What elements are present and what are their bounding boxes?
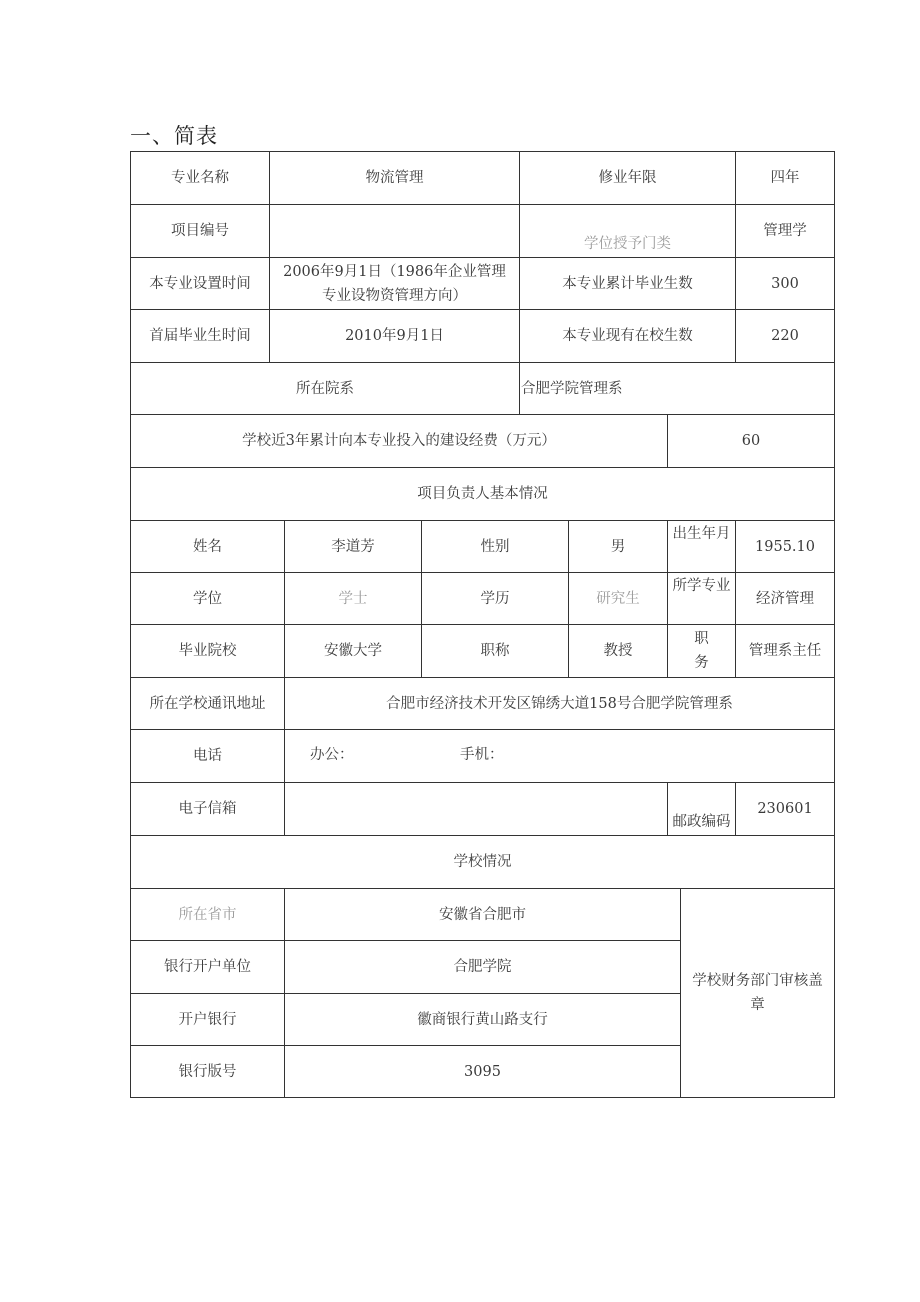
gender-value: 男 <box>568 520 668 573</box>
first-graduation-value: 2010年9月1日 <box>269 309 520 363</box>
investment-value: 60 <box>667 414 835 468</box>
graduate-school-label: 毕业院校 <box>130 624 285 678</box>
position-label-char1: 职 <box>694 631 709 647</box>
gender-label: 性别 <box>421 520 569 573</box>
current-students-value: 220 <box>735 309 835 363</box>
current-students-label: 本专业现有在校生数 <box>519 309 736 363</box>
province-value: 安徽省合肥市 <box>284 888 681 941</box>
postcode-value: 230601 <box>735 782 835 836</box>
postcode-label: 邮政编码 <box>667 782 736 836</box>
account-label: 银行版号 <box>130 1045 285 1098</box>
finance-seal-line2: 章 <box>750 997 765 1013</box>
position-value: 管理系主任 <box>735 624 835 678</box>
account-value: 3095 <box>284 1045 681 1098</box>
education-value: 研究生 <box>568 572 668 625</box>
finance-seal-line1: 学校财务部门审核盖 <box>692 973 823 989</box>
position-label <box>667 624 736 678</box>
setup-time-line1: 2006年9月1日（1986年企业管理 <box>283 263 506 280</box>
birth-label: 出生年月 <box>667 520 736 573</box>
bank-unit-value: 合肥学院 <box>284 940 681 994</box>
phone-label: 电话 <box>130 729 285 783</box>
department-value: 合肥学院管理系 <box>519 362 835 415</box>
office-phone-label: 办公： <box>310 747 354 763</box>
major-studied-label: 所学专业 <box>667 572 736 625</box>
birth-value: 1955.10 <box>735 520 835 573</box>
name-value: 李道芳 <box>284 520 422 573</box>
degree-category-value: 管理学 <box>735 204 835 258</box>
name-label: 姓名 <box>130 520 285 573</box>
mobile-phone-label: 手机： <box>460 747 504 763</box>
major-name-value: 物流管理 <box>269 151 520 205</box>
graduate-school-value: 安徽大学 <box>284 624 422 678</box>
duration-label: 修业年限 <box>519 151 736 205</box>
setup-time-label: 本专业设置时间 <box>130 257 270 310</box>
education-label: 学历 <box>421 572 569 625</box>
degree-category-label: 学位授予门类 <box>519 204 736 258</box>
investment-label: 学校近3年累计向本专业投入的建设经费（万元） <box>130 414 668 468</box>
province-label: 所在省市 <box>130 888 285 941</box>
address-label: 所在学校通讯地址 <box>130 677 285 730</box>
email-value <box>284 782 668 836</box>
leader-section-header: 项目负责人基本情况 <box>130 467 835 521</box>
project-number-label: 项目编号 <box>130 204 270 258</box>
school-section-header: 学校情况 <box>130 835 835 889</box>
position-label-char2: 务 <box>694 655 709 671</box>
project-number-value <box>269 204 520 258</box>
degree-value: 学士 <box>284 572 422 625</box>
total-graduates-label: 本专业累计毕业生数 <box>519 257 736 310</box>
finance-seal-cell <box>680 888 835 1098</box>
bank-unit-label: 银行开户单位 <box>130 940 285 994</box>
setup-time-value <box>269 257 520 310</box>
bank-label: 开户银行 <box>130 993 285 1046</box>
first-graduation-label: 首届毕业生时间 <box>130 309 270 363</box>
setup-time-line2: 专业设物资管理方向） <box>322 287 467 304</box>
title-label: 职称 <box>421 624 569 678</box>
department-label: 所在院系 <box>130 362 520 415</box>
bank-value: 徽商银行黄山路支行 <box>284 993 681 1046</box>
section-title: 一、简表 <box>130 124 218 148</box>
title-value: 教授 <box>568 624 668 678</box>
degree-label: 学位 <box>130 572 285 625</box>
major-name-label: 专业名称 <box>130 151 270 205</box>
major-studied-value: 经济管理 <box>735 572 835 625</box>
phone-value <box>284 729 835 783</box>
duration-value: 四年 <box>735 151 835 205</box>
total-graduates-value: 300 <box>735 257 835 310</box>
email-label: 电子信箱 <box>130 782 285 836</box>
address-value: 合肥市经济技术开发区锦绣大道158号合肥学院管理系 <box>284 677 835 730</box>
